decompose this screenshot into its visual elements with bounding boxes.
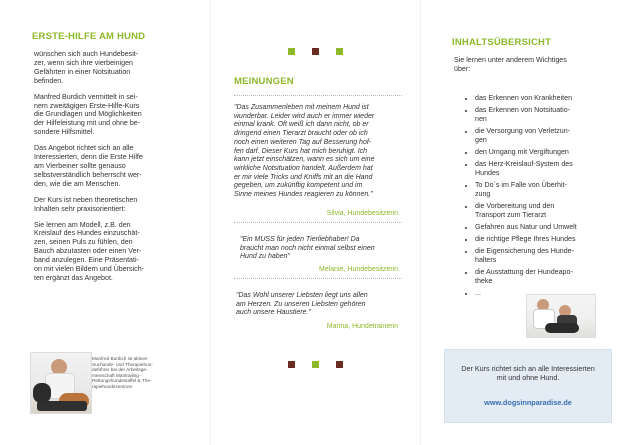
item-line: nen (475, 115, 487, 123)
list-item (475, 202, 625, 220)
intro-text (454, 56, 604, 74)
quote-author: Melanie, Hundebesitzerin (319, 266, 398, 273)
brown-square (312, 48, 319, 55)
person-pants (37, 401, 87, 411)
text-line: Sie lernen unter anderem Wichtiges (454, 56, 567, 64)
text-line: zen, seinen Puls zu fühlen, den (34, 238, 133, 247)
text-line: die Grundlagen und Möglichkeiten (34, 110, 142, 119)
middle-panel (210, 0, 420, 445)
quote-line: er mir viele Tricks und Kniffs mit an die Hand (234, 173, 373, 181)
text-line: Der Kurs richtet sich an alle Interessierten (461, 364, 595, 373)
quote-line: "Das Wohl unserer Liebsten liegt uns allen (236, 292, 368, 299)
photo-caption (92, 356, 188, 390)
item-line: Transport zum Tierarzt (475, 211, 547, 220)
list-item (475, 223, 625, 232)
item-line: • Gefahren aus Natur und Umwelt (475, 223, 577, 232)
item-line: theke (475, 277, 493, 286)
text-line: zer, wenn sich ihre vierbeinigen (34, 58, 133, 67)
item-line: zung (475, 190, 491, 199)
quote-line: "Das Zusammenleben mit meinem Hund ist (234, 104, 369, 111)
caption-line: Suchunde- und Therapiehun- (92, 361, 153, 367)
quote-line: "Ein MUSS für jeden Tierliebhaber! Da (240, 236, 360, 243)
right-panel (420, 0, 630, 445)
dotted-rule (234, 95, 402, 96)
list-item (475, 106, 625, 124)
quote-line: wunderbar. Leider wird auch er immer wieder (234, 112, 375, 120)
text-line: selbstverständlich beherrscht wer- (34, 170, 142, 179)
list-item (475, 181, 625, 199)
text-line: wünschen sich auch Hundebesit- (34, 50, 139, 58)
text-line: band anzulegen. Eine Präsentati- (34, 256, 139, 265)
quote-line: wirkliche Notsituation handelt. Außerdem hat (234, 164, 373, 172)
brown-square (288, 361, 295, 368)
item-line: • den Umgang mit Vergiftungen (475, 148, 569, 157)
section-heading: INHALTSÜBERSICHT (452, 37, 552, 48)
quote-line: braucht man noch nicht einmal selbst einen (240, 244, 375, 252)
text-line: über: (454, 64, 471, 73)
quote-line: einmal krank. Oft weiß ich dann nicht, ob er (234, 121, 369, 129)
list-item (475, 148, 625, 157)
quote-1 (234, 104, 402, 200)
item-line: • die Eigensicherung des Hunde- (475, 247, 574, 256)
green-square (288, 48, 295, 55)
paragraph (34, 50, 184, 86)
text-line: Interessierten, denn die Erste Hilfe (34, 153, 143, 162)
item-line: • ... (475, 289, 481, 298)
text-line: sondere Hilfsmittel. (34, 128, 95, 137)
green-square (312, 361, 319, 368)
quote-author: Marina, Hundetrainerin (326, 323, 398, 330)
text-line: den, wie die am Menschen. (34, 179, 121, 188)
quote-line: noch einen weiteren Tag auf Besserung hof- (234, 138, 372, 146)
decorative-squares-top (288, 48, 348, 56)
dog-model (545, 323, 579, 333)
text-line: Gefährten in einer Notsituation (34, 67, 131, 76)
quote-2 (240, 236, 408, 262)
caption-line: Rettungshundestaffel & The- (92, 378, 152, 384)
item-line: • das Erkennen von Krankheiten (475, 94, 573, 102)
item-line: • die Versorgung von Verletzun- (475, 127, 571, 136)
black-dog (33, 383, 51, 403)
text-line: befinden. (34, 76, 64, 85)
text-line: Der Kurs ist neben theoretischen (34, 195, 138, 204)
item-line: • das Herz-Kreislauf-System des (475, 160, 573, 169)
item-line: Hundes (475, 169, 500, 178)
quote-line: auch unsere Haustiere." (236, 309, 311, 317)
text-line: ten ergänzt das Angebot. (34, 273, 113, 282)
list-item (475, 160, 625, 178)
paragraph (34, 196, 184, 214)
green-square (336, 48, 343, 55)
paragraph (34, 93, 184, 138)
list-item (475, 235, 625, 244)
caption-line: Manfred Burdich ist aktiver (92, 356, 148, 361)
text-line: Kreislauf des Hundes einzuschät- (34, 229, 140, 238)
training-photo (526, 294, 596, 338)
item-line: • das Erkennen von Notsituatio- (475, 106, 571, 115)
quote-line: kann jetzt einschätzen, wann es sich um eine (234, 156, 375, 164)
left-panel (0, 0, 210, 445)
text-line: Manfred Burdich vermittelt in sei- (34, 92, 138, 101)
quote-3 (236, 292, 404, 318)
text-line: Bauch abzutasten oder einen Ver- (34, 247, 142, 256)
list-item (475, 268, 625, 286)
item-line: • die richtige Pflege Ihres Hundes (475, 235, 576, 244)
text-line: Das Angebot richtet sich an alle (34, 144, 134, 153)
topic-list (454, 94, 625, 301)
website-link[interactable]: www.dogsinnparadise.de (484, 398, 572, 407)
item-line: • die Ausstattung der Hundeapo- (475, 268, 573, 277)
trainer-photo (30, 352, 92, 414)
text-line: der Hilfeleistung mit und ohne be- (34, 119, 141, 128)
decorative-squares-bottom (288, 361, 348, 369)
paragraph (34, 144, 184, 189)
quote-line: gegeben, um zukünftig kompetent und im (234, 182, 363, 190)
info-text (451, 364, 605, 382)
dotted-rule (234, 222, 402, 223)
caption-line: deführer bei der Arbeitsge- (92, 367, 148, 373)
text-line: Sie lernen am Modell, z.B. den (34, 220, 131, 229)
section-heading: ERSTE-HILFE AM HUND (32, 31, 146, 42)
brown-square (336, 361, 343, 368)
info-box (444, 349, 612, 423)
caption-line: rapiehundezentrum (92, 383, 133, 389)
text-line: nem zweitägigen Erste-Hilfe-Kurs (34, 101, 140, 110)
list-item (475, 247, 625, 265)
text-line: on mit vielen Bildern und Übersich- (34, 265, 145, 274)
item-line: • To Do`s im Falle von Überhit- (475, 181, 567, 190)
dotted-rule (234, 278, 402, 279)
quote-line: Sinne meines Hundes reagieren zu können." (234, 191, 373, 199)
list-item (475, 127, 625, 145)
left-text (34, 50, 184, 290)
quote-author: Silvia, Hundebesitzerin (326, 210, 398, 217)
quote-line: dringend einen Tierarzt braucht oder ob ich (234, 130, 368, 138)
quote-line: am Herzen. Zu unseren Liebsten gehören (236, 300, 366, 308)
section-heading: MEINUNGEN (234, 76, 294, 87)
text-line: mit und ohne Hund. (496, 373, 560, 382)
item-line: gen (475, 136, 487, 144)
caption-line: meinschaft Mantrailing - (92, 372, 142, 378)
item-line: halters (475, 256, 497, 265)
quote-line: Hund zu haben" (240, 253, 290, 261)
quote-line: fen darf. Dieser Kurs hat mich beruhigt. Ich (234, 147, 368, 155)
list-item (475, 94, 625, 103)
text-line: am Vierbeiner sollte genauso (34, 161, 126, 170)
paragraph (34, 221, 184, 283)
item-line: • die Vorbereitung und den (475, 202, 555, 211)
text-line: Inhalten sehr praxisorientiert: (34, 204, 126, 213)
